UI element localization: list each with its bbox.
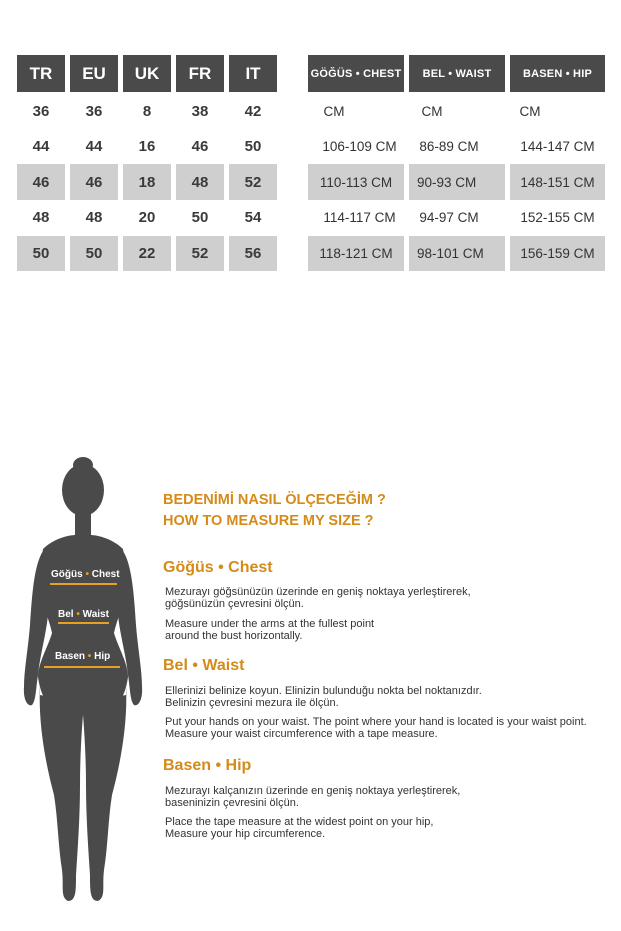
size-cell: 36	[32, 102, 50, 120]
guide-heading-en: HOW TO MEASURE MY SIZE ?	[163, 513, 374, 529]
size-cell: 16	[138, 138, 156, 155]
measure-cell: CM	[421, 103, 443, 119]
size-cell: 38	[191, 102, 209, 120]
figure-label-chest	[51, 569, 120, 580]
guide-heading-tr: BEDENİMİ NASIL ÖLÇECEĞİM ?	[163, 492, 386, 508]
size-header-fr: FR	[176, 55, 224, 92]
size-cell: 44	[32, 138, 50, 155]
section-text-chest-en: Measure under the arms at the fullest point around the bust horizontally.	[165, 618, 375, 642]
size-header-tr: TR	[17, 55, 65, 92]
measure-cell: 118-121 CM	[308, 236, 404, 271]
measure-cell: 110-113 CM	[308, 164, 404, 200]
measure-cell: 98-101 CM	[409, 236, 505, 271]
measure-header-chest: GÖĞÜS • CHEST	[308, 55, 404, 92]
measure-header-hip: BASEN • HIP	[510, 55, 605, 92]
body-silhouette	[18, 455, 143, 905]
size-cell: 18	[123, 164, 171, 200]
size-cell: 22	[123, 236, 171, 271]
size-cell: 50	[244, 138, 262, 155]
section-text-hip-tr: Mezurayı kalçanızın üzerinde en geniş noktaya yerleştirerek, baseninizin çevresini ölçün.	[165, 785, 461, 809]
section-text-hip-en: Place the tape measure at the widest point on your hip, Measure your hip circumference.	[165, 816, 434, 840]
bullet-dot: •	[87, 651, 92, 662]
size-cell: 20	[138, 209, 156, 226]
figure-label-waist-en: Waist	[82, 609, 109, 620]
measure-cell: 156-159 CM	[510, 236, 605, 271]
section-text-waist-en: Put your hands on your waist. The point where your hand is located is your waist point. Measure your waist circumference with a tape measure.	[165, 716, 587, 740]
size-cell: 48	[85, 209, 103, 226]
size-cell: 46	[191, 138, 209, 155]
measure-cell: 148-151 CM	[510, 164, 605, 200]
measure-cell: CM	[519, 103, 541, 119]
bullet-dot: •	[76, 609, 80, 620]
figure-label-chest-en: Chest	[91, 569, 120, 580]
measure-cell: CM	[323, 103, 345, 119]
measure-cell: 144-147 CM	[520, 139, 595, 154]
body-figure-icon	[18, 455, 143, 905]
section-text-chest-tr: Mezurayı göğsünüzün üzerinde en geniş noktaya yerleştirerek, göğsünüzün çevresini ölçün.	[165, 586, 471, 610]
figure-label-waist	[58, 609, 109, 620]
size-header-it: IT	[229, 55, 277, 92]
section-title-hip: Basen • Hip	[163, 757, 252, 774]
section-text-waist-tr: Ellerinizi belinize koyun. Elinizin bulunduğu nokta bel noktanızdır. Belinizin çevresini mezura ile ölçün.	[165, 685, 482, 709]
measure-cell: 152-155 CM	[520, 210, 595, 225]
size-cell: 36	[85, 102, 103, 120]
hip-tape-line	[44, 666, 120, 668]
measure-header-waist: BEL • WAIST	[409, 55, 505, 92]
chest-tape-line	[50, 583, 117, 585]
size-header-eu: EU	[70, 55, 118, 92]
figure-label-hip	[55, 651, 110, 662]
measure-cell: 106-109 CM	[322, 139, 397, 154]
size-cell: 56	[229, 236, 277, 271]
waist-tape-line	[58, 622, 109, 624]
size-cell: 42	[244, 102, 262, 120]
size-cell: 50	[17, 236, 65, 271]
size-cell: 46	[70, 164, 118, 200]
size-cell: 48	[32, 209, 50, 226]
section-title-chest: Göğüs • Chest	[163, 559, 273, 576]
figure-label-chest-tr: Göğüs	[51, 569, 83, 580]
size-cell: 54	[244, 209, 262, 226]
measure-cell: 90-93 CM	[409, 164, 505, 200]
size-cell: 50	[191, 209, 209, 226]
size-cell: 52	[229, 164, 277, 200]
measure-cell: 86-89 CM	[419, 139, 479, 154]
size-cell: 46	[17, 164, 65, 200]
figure-label-hip-tr: Basen	[55, 651, 86, 662]
section-title-waist: Bel • Waist	[163, 657, 245, 674]
size-cell: 44	[85, 138, 103, 155]
bullet-dot: •	[85, 569, 89, 580]
size-cell: 48	[176, 164, 224, 200]
measure-cell: 94-97 CM	[419, 210, 479, 225]
size-cell: 50	[70, 236, 118, 271]
figure-label-waist-tr: Bel	[58, 609, 74, 620]
size-cell: 52	[176, 236, 224, 271]
size-cell: 8	[142, 102, 152, 120]
size-header-uk: UK	[123, 55, 171, 92]
figure-label-hip-en: Hip	[94, 651, 111, 662]
measure-cell: 114-117 CM	[323, 210, 396, 225]
